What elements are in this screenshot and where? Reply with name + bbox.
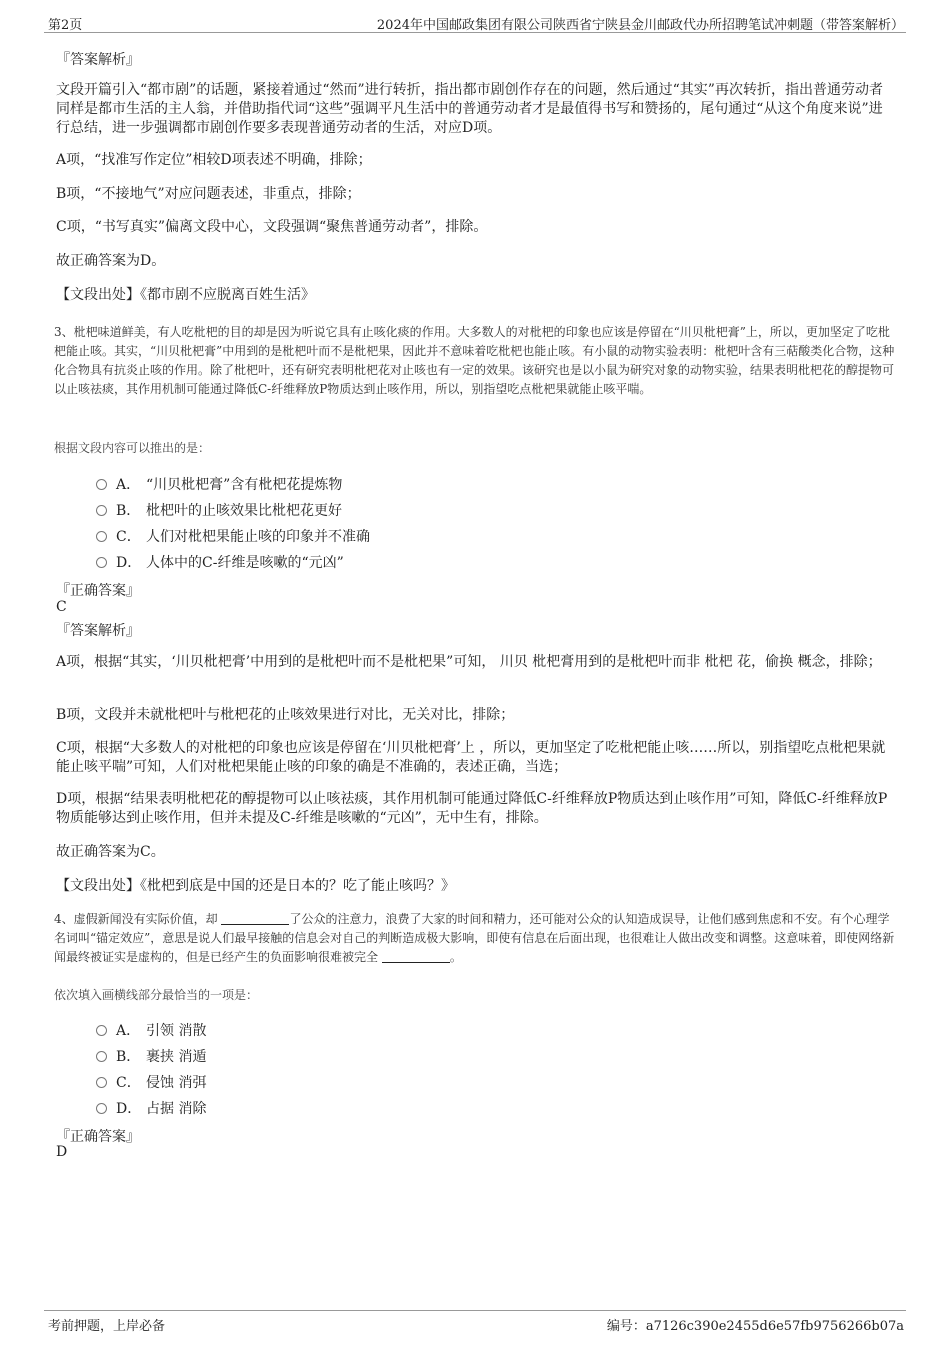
q2-analysis-label: 『答案解析』	[56, 52, 140, 68]
q3-prompt: 根据文段内容可以推出的是：	[54, 441, 211, 455]
q4-option-a[interactable]: A． 引领 消散	[96, 1020, 206, 1040]
radio-icon[interactable]	[96, 1025, 107, 1036]
q4-stem: 4、虚假新闻没有实际价值，却 了公众的注意力，浪费了大家的时间和精力，还可能对公众的认知造成误导，让他们感到焦虑和不安。有个心理学名词叫“锚定效应”，意思是说人们最早接触的信息会对自己的判断造成极大影响，即使有信息在后面出现，也很难让人做出改变和调整。这意味着，即使网络新闻最终被证实是虚构的，但是已经产生的负面影响很难被完全 。	[54, 912, 895, 964]
blank-2	[382, 950, 450, 963]
q4-answer: D	[56, 1144, 68, 1160]
q2-analysis-text: 文段开篇引入“都市剧”的话题，紧接着通过“然而”进行转折，指出都市剧创作存在的问题，然后通过“其实”再次转折，指出普通劳动者同样是都市生活的主人翁，并借助指代词“这些”强调平凡生活中的普通劳动者才是最值得书写和赞扬的，尾句通过“从这个角度来说”进行总结，进一步强调都市剧创作要多表现普通劳动者的生活，对应D项。	[56, 82, 883, 136]
radio-icon[interactable]	[96, 479, 107, 490]
page-number: 第2页	[48, 18, 83, 33]
document-title: 2024年中国邮政集团有限公司陕西省宁陕县金川邮政代办所招聘笔试冲刺题（带答案解析）	[376, 18, 904, 33]
q3-item-d: D项，根据“结果表明枇杷花的醇提物可以止咳祛痰，其作用机制可能通过降低C-纤维释放P物质达到止咳作用”可知，降低C-纤维释放P物质能够达到止咳作用，但并未提及C-纤维是咳嗽的“元凶”，无中生有，排除。	[56, 791, 888, 826]
radio-icon[interactable]	[96, 1103, 107, 1114]
q3-option-c[interactable]: C． 人们对枇杷果能止咳的印象并不准确	[96, 526, 370, 546]
q4-option-b[interactable]: B． 裹挟 消遁	[96, 1046, 206, 1066]
q3-answer-label: 『正确答案』	[56, 583, 140, 599]
q3-item-c: C项，根据“大多数人的对枇杷的印象也应该是停留在‘川贝枇杷膏’上 ，所以，更加坚定了吃枇杷能止咳……所以，别指望吃点枇杷果就能止咳平喘”可知，人们对枇杷果能止咳的印象的确是不准确的，表述正确，当选；	[56, 740, 886, 775]
radio-icon[interactable]	[96, 557, 107, 568]
radio-icon[interactable]	[96, 505, 107, 516]
q2-item-b: B项，“不接地气”对应问题表述，非重点，排除；	[56, 186, 361, 202]
page-footer	[44, 1310, 906, 1335]
radio-icon[interactable]	[96, 1051, 107, 1062]
footer-serial: 编号：a7126c390e2455d6e57fb9756266b07a	[606, 1319, 904, 1334]
q3-option-a[interactable]: A． “川贝枇杷膏”含有枇杷花提炼物	[96, 474, 342, 494]
footer-slogan: 考前押题，上岸必备	[48, 1319, 166, 1334]
radio-icon[interactable]	[96, 1077, 107, 1088]
q3-stem: 3、枇杷味道鲜美，有人吃枇杷的目的却是因为听说它具有止咳化痰的作用。大多数人的对枇杷的印象也应该是停留在“川贝枇杷膏”上，所以，更加坚定了吃枇杷能止咳。其实，“川贝枇杷膏”中用到的是枇杷叶而不是枇杷果，因此并不意味着吃枇杷也能止咳。有小鼠的动物实验表明：枇杷叶含有三萜酸类化合物，这种化合物具有抗炎止咳的作用。除了枇杷叶，还有研究表明枇杷花对止咳也有一定的效果。该研究也是以小鼠为研究对象的动物实验，结果表明枇杷花的醇提物可以止咳祛痰，其作用机制可能通过降低C-纤维释放P物质达到止咳作用，所以，别指望吃点枇杷果就能止咳平喘。	[54, 325, 895, 396]
q2-conclusion: 故正确答案为D。	[56, 253, 166, 269]
page-header	[44, 12, 906, 33]
q3-option-b[interactable]: B． 枇杷叶的止咳效果比枇杷花更好	[96, 500, 342, 520]
q4-answer-label: 『正确答案』	[56, 1129, 140, 1145]
radio-icon[interactable]	[96, 531, 107, 542]
q2-item-c: C项，“书写真实”偏离文段中心，文段强调“聚焦普通劳动者”，排除。	[56, 219, 488, 235]
q4-option-c[interactable]: C． 侵蚀 消弭	[96, 1072, 206, 1092]
q3-analysis-label: 『答案解析』	[56, 623, 140, 639]
q3-conclusion: 故正确答案为C。	[56, 844, 165, 860]
q2-source: 【文段出处】《都市剧不应脱离百姓生活》	[56, 287, 315, 303]
q3-option-d[interactable]: D． 人体中的C-纤维是咳嗽的“元凶”	[96, 552, 344, 572]
q3-item-a: A项，根据“其实，‘川贝枇杷膏’中用到的是枇杷叶而不是枇杷果”可知， 川贝 枇杷膏用到的是枇杷叶而非 枇杷 花，偷换 概念，排除；	[56, 654, 882, 670]
blank-1	[221, 912, 289, 925]
q3-answer: C	[56, 599, 67, 615]
q3-item-b: B项，文段并未就枇杷叶与枇杷花的止咳效果进行对比，无关对比，排除；	[56, 707, 515, 723]
q3-source: 【文段出处】《枇杷到底是中国的还是日本的？吃了能止咳吗？》	[56, 878, 455, 894]
q2-item-a: A项，“找准写作定位”相较D项表述不明确，排除；	[56, 152, 372, 168]
q4-prompt: 依次填入画横线部分最恰当的一项是：	[54, 988, 259, 1002]
q4-option-d[interactable]: D． 占据 消除	[96, 1098, 206, 1118]
